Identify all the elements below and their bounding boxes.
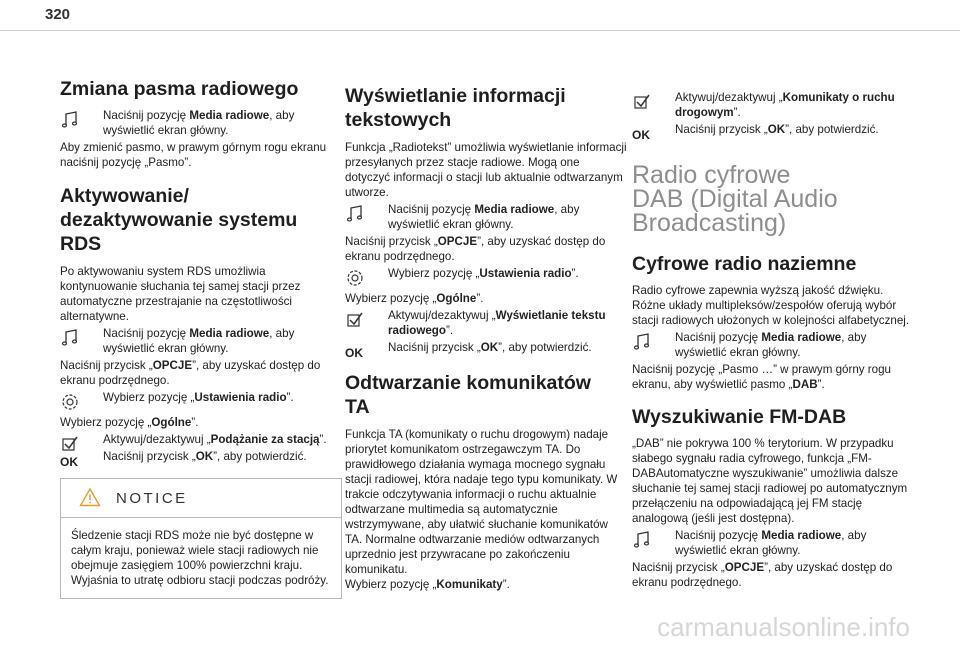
warning-icon <box>79 487 101 507</box>
options-paragraph: Naciśnij przycisk „OPCJE”, aby uzyskać dostęp do ekranu podrzędnego. <box>632 561 893 589</box>
music-note-icon <box>632 530 652 550</box>
checkbox-icon <box>345 310 365 330</box>
rds-intro: Po aktywowaniu system RDS umożliwia kontynuowanie słuchania tej samej stacji przez automatyczne przestrajanie na częstotliwości alternatywne. <box>60 265 301 323</box>
text-intro: Funkcja „Radiotekst” umożliwia wyświetlanie informacji przesyłanych przez stacje radiowe. Mogą one dotyczyć informacji o stacji lub aktualnie odtwarzanym utworze. <box>345 141 627 199</box>
step-radio-settings: Wybierz pozycję „Ustawienia radio”. <box>345 266 627 281</box>
heading-band-change: Zmiana pasma radiowego <box>60 78 299 100</box>
heading-rds: Aktywowanie/ dezaktywowanie systemu RDS <box>60 185 298 255</box>
ta-select-paragraph: Wybierz pozycję „Komunikaty”. <box>345 578 510 591</box>
step-media-radio: Naciśnij pozycję Media radiowe, aby wyświetlić ekran główny. <box>632 528 914 558</box>
column-3 <box>632 88 914 590</box>
step-ok: OK Naciśnij przycisk „OK”, aby potwierdzić. <box>632 123 879 142</box>
notice-label: NOTICE <box>116 490 188 507</box>
music-note-icon <box>632 332 652 352</box>
fm-dab-paragraph: „DAB” nie pokrywa 100 % terytorium. W przypadku słabego sygnału radia cyfrowego, funkcja „FM-DABAutomatyczne wyszukiwanie” umożliwia dalsze słuchanie tej samej stacji radiowej po automatycznym przełączeniu na odpowiadającą jej FM stację analogową (jeśli jest dostępna). <box>632 437 908 525</box>
step-media-radio: Naciśnij pozycję Media radiowe, aby wyświetlić ekran główny. <box>60 326 342 356</box>
page-number: 320 <box>45 6 71 23</box>
general-paragraph: Wybierz pozycję „Ogólne”. <box>345 292 484 305</box>
step-media-radio: Naciśnij pozycję Media radiowe, aby wyświetlić ekran główny. <box>345 202 627 232</box>
checkbox-icon <box>632 92 652 112</box>
step-toggle-radiotext: Aktywuj/dezaktywuj „Wyświetlanie tekstu radiowego”. <box>345 308 627 338</box>
heading-text-info: Wyświetlanie informacji tekstowych <box>345 85 566 131</box>
music-note-icon <box>60 110 80 130</box>
step-radio-settings: Wybierz pozycję „Ustawienia radio”. <box>60 390 342 405</box>
header-rule <box>0 30 960 31</box>
ok-icon: OK <box>632 128 650 142</box>
music-note-icon <box>60 328 80 348</box>
heading-fm-dab: Wyszukiwanie FM-DAB <box>632 406 847 428</box>
ok-icon: OK <box>345 346 363 360</box>
watermark: carmanualsonline.info <box>657 612 910 642</box>
step-ok: OK Naciśnij przycisk „OK”, aby potwierdzić. <box>345 341 592 360</box>
heading-terrestrial: Cyfrowe radio naziemne <box>632 253 857 275</box>
ok-icon: OK <box>60 455 78 469</box>
band-dab-paragraph: Naciśnij pozycję „Pasmo …” w prawym górny rogu ekranu, aby wyświetlić pasmo „DAB”. <box>632 363 892 391</box>
step-toggle-follow: Aktywuj/dezaktywuj „Podążanie za stacją”. <box>60 432 342 447</box>
step-media-radio: Naciśnij pozycję Media radiowe, aby wyświetlić ekran główny. <box>60 108 342 138</box>
ta-paragraph: Funkcja TA (komunikaty o ruchu drogowym) nadaje priorytet komunikatom ostrzegawczym TA. Do prawidłowego działania wymaga mocnego sygnału stacji radiowej, która nadaje tego typu komunikaty. W trakcie odczytywania informacji o ruchu aktualnie odtwarzane multimedia są automatycznie wstrzymywane, aby ułatwić słuchanie komunikatów TA. Normalne odtwarzanie mediów odtwarzanych uprzednio jest przywracane po zakończeniu komunikatu. <box>345 428 618 576</box>
step-media-radio: Naciśnij pozycję Media radiowe, aby wyświetlić ekran główny. <box>632 330 914 360</box>
terrestrial-paragraph: Radio cyfrowe zapewnia wyższą jakość dźwięku. Różne układy multipleksów/zespołów oferują wybór stacji radiowych ułożonych w kolejności alfabetycznej. <box>632 284 910 327</box>
notice-box <box>60 478 342 599</box>
options-paragraph: Naciśnij przycisk „OPCJE”, aby uzyskać dostęp do ekranu podrzędnego. <box>60 359 321 387</box>
step-ok: OK Naciśnij przycisk „OK”, aby potwierdzić. <box>60 450 307 469</box>
options-paragraph: Naciśnij przycisk „OPCJE”, aby uzyskać dostęp do ekranu podrzędnego. <box>345 235 606 263</box>
band-paragraph: Aby zmienić pasmo, w prawym górnym rogu ekranu naciśnij pozycję „Pasmo”. <box>60 141 327 169</box>
radio-settings-icon <box>60 392 80 412</box>
step-toggle-traffic: Aktywuj/dezaktywuj „Komunikaty o ruchu drogowym”. <box>632 90 914 120</box>
notice-text: Śledzenie stacji RDS może nie być dostępne w całym kraju, ponieważ wiele stacji radiowych nie obejmuje zasięgiem 100% powierzchni kraju. Wyjaśnia to utratę odbioru stacji podczas podróży. <box>71 529 329 587</box>
radio-settings-icon <box>345 268 365 288</box>
column-1 <box>60 78 342 599</box>
section-title-dab: Radio cyfrowe DAB (Digital Audio Broadcasting) <box>632 161 838 237</box>
column-2 <box>345 84 627 592</box>
heading-ta: Odtwarzanie komunikatów TA <box>345 372 591 418</box>
music-note-icon <box>345 204 365 224</box>
general-paragraph: Wybierz pozycję „Ogólne”. <box>60 416 199 429</box>
